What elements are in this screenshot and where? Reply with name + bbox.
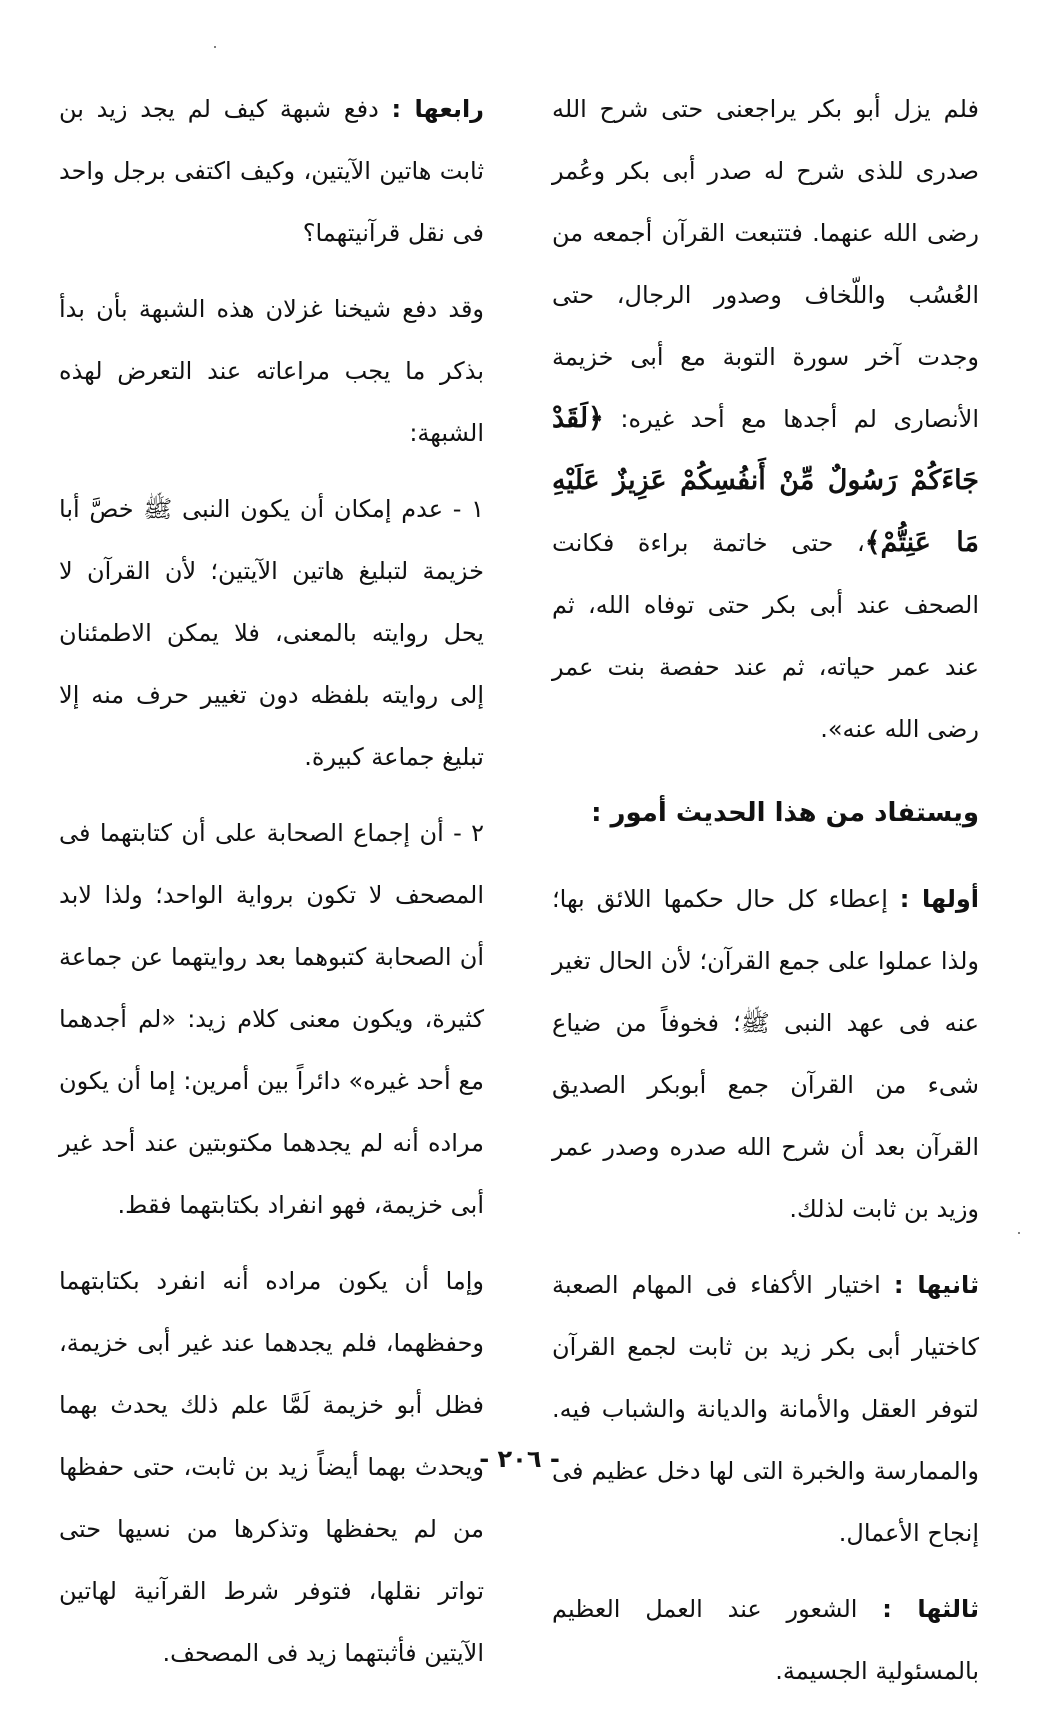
hadith-text-start: فلم يزل أبو بكر يراجعنى حتى شرح الله صدرى للذى شرح له صدر أبى بكر وعُمر رضى الله عنهما. فتتبعت القرآن أجمعه من العُسُب واللّخاف وصدور الرجال، حتى وجدت آخر سورة التوبة مع أبى خزيمة الأنصارى لم أجدها مع أحد غيره: [552, 95, 979, 433]
second-possibility-paragraph: وإما أن يكون مراده أنه انفرد بكتابتهما وحفظهما، فلم يجدهما عند غير أبى خزيمة، فظل أبو خزيمة لَمَّا علم ذلك يحدث بهما ويحدث بهما أيضاً زيد بن ثابت، حتى حفظها من لم يحفظها وتذكرها من نسيها حتى تواتر نقلها، فتوفر شرط القرآنية لهاتين الآيتين فأثبتهما زيد فى المصحف. [59, 1267, 484, 1667]
numbered-point-2: ٢ - أن إجماع الصحابة على أن كتابتهما فى المصحف لا تكون برواية الواحد؛ ولذا لابد أن الصحابة كتبوهما بعد روايتهما عن جماعة كثيرة، ويكون معنى كلام زيد: «لم أجدهما مع أحد غيره» دائراً بين أمرين: إما أن يكون مراده أنه لم يجدهما مكتوبتين عند أحد غير أبى خزيمة، فهو انفراد بكتابتهما فقط. [59, 819, 484, 1219]
hadith-paragraph [552, 78, 979, 760]
scan-speck [214, 46, 216, 48]
point-second-text: اختيار الأكفاء فى المهام الصعبة كاختيار أبى بكر زيد بن ثابت لجمع القرآن لتوفر العقل والأمانة والديانة والشباب فيه. والممارسة والخبرة التى لها دخل عظيم فى إنجاح الأعمال. [552, 1271, 979, 1547]
point-first-text: إعطاء كل حال حكمها اللائق بها؛ ولذا عملوا على جمع القرآن؛ لأن الحال تغير عنه فى عهد النبى ﷺ؛ فخوفاً من ضياع شىء من القرآن جمع أبوبكر الصديق القرآن بعد أن شرح الله صدره وصدر عمر وزيد بن ثابت لذلك. [552, 885, 979, 1223]
point-fourth [59, 78, 484, 264]
hadith-text-end: ، حتى خاتمة براءة فكانت الصحف عند أبى بكر حتى توفاه الله، ثم عند عمر حياته، ثم عند حفصة بنت عمر رضى الله عنه». [552, 529, 979, 743]
scan-speck [1018, 1232, 1020, 1234]
point-second-lead: ثانيها : [893, 1271, 980, 1299]
point-fourth-lead: رابعها : [391, 95, 484, 123]
page-number: - ٢٠٦ - [479, 1445, 560, 1473]
point-first [552, 868, 979, 1240]
point-second [552, 1254, 979, 1564]
point-third [552, 1578, 979, 1702]
point-third-text: الشعور عند العمل العظيم بالمسئولية الجسيمة. [552, 1595, 979, 1685]
ghazlan-paragraph: وقد دفع شيخنا غزلان هذه الشبهة بأن بدأ بذكر ما يجب مراعاته عند التعرض لهذه الشبهة: [59, 295, 484, 447]
section-heading: ويستفاد من هذا الحديث أمور : [591, 798, 979, 828]
point-first-lead: أولها : [899, 885, 979, 913]
numbered-point-1: ١ - عدم إمكان أن يكون النبى ﷺ خصَّ أبا خزيمة لتبليغ هاتين الآيتين؛ لأن القرآن لا يحل روايته بالمعنى، فلا يمكن الاطمئنان إلى روايته بلفظه دون تغيير حرف منه إلا تبليغ جماعة كبيرة. [59, 495, 484, 771]
point-third-lead: ثالثها : [882, 1595, 980, 1623]
point-fourth-text: دفع شبهة كيف لم يجد زيد بن ثابت هاتين الآيتين، وكيف اكتفى برجل واحد فى نقل قرآنيتهما؟ [59, 95, 484, 247]
quran-verse: ﴿لَقَدْ جَاءَكُمْ رَسُولٌ مِّنْ أَنفُسِكُمْ عَزِيزٌ عَلَيْهِ مَا عَنِتُّمْ﴾ [552, 403, 979, 558]
